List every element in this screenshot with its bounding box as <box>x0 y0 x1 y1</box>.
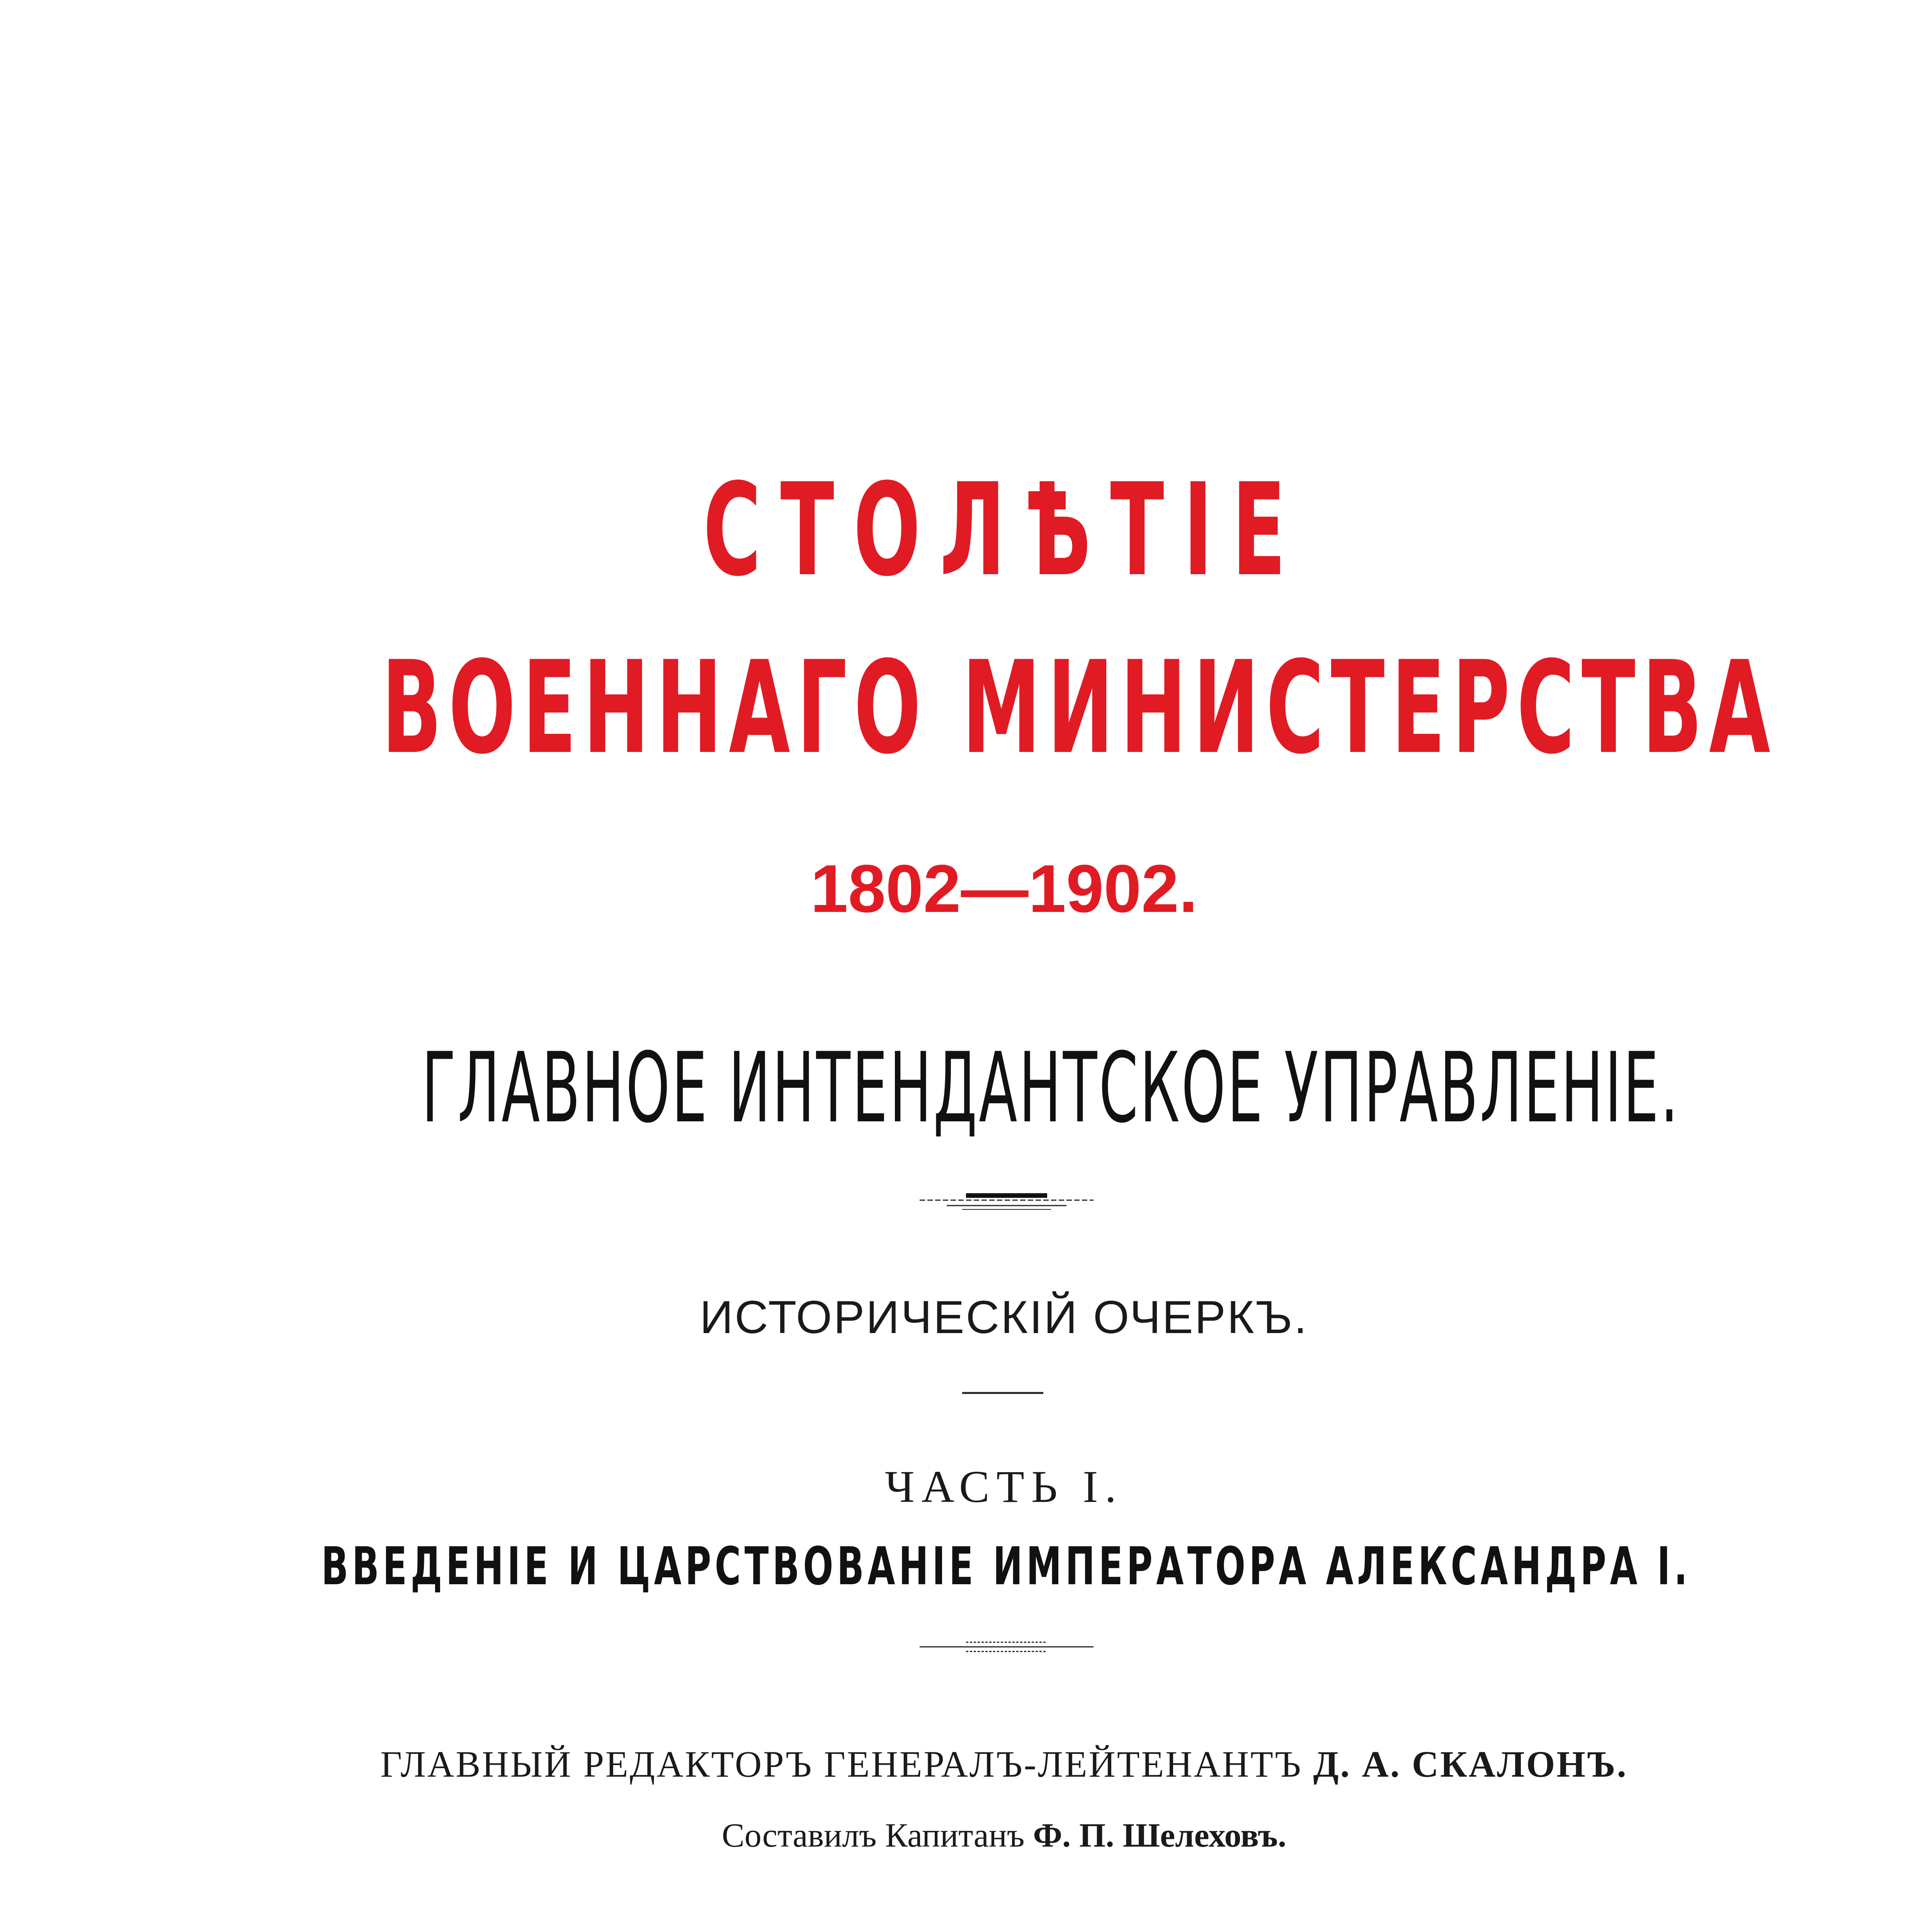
editor-line <box>0 1743 1932 1786</box>
title-line-2: ВОЕННАГО МИНИСТЕРСТВА <box>381 634 1777 782</box>
editor-prefix: ГЛАВНЫЙ РЕДАКТОРЪ ГЕНЕРАЛЪ-ЛЕЙТЕНАНТЪ <box>380 1743 1303 1785</box>
title-years: 1802—1902. <box>810 851 1198 927</box>
title-line-1: СТОЛѢТІЕ <box>703 456 1305 604</box>
compiler-prefix: Составилъ Капитанъ <box>722 1817 1025 1854</box>
ornament-divider-2 <box>920 1638 1094 1658</box>
subtitle: ГЛАВНОЕ ИНТЕНДАНТСКОЕ УПРАВЛЕНІЕ. <box>422 1032 1680 1144</box>
short-rule <box>962 1391 1043 1395</box>
compiler-name: Ф. П. Шелеховъ. <box>1033 1817 1286 1854</box>
part-title: ВВЕДЕНІЕ И ЦАРСТВОВАНІЕ ИМПЕРАТОРА АЛЕКСАНДРА I. <box>321 1536 1691 1597</box>
ornament-divider-1 <box>920 1190 1094 1213</box>
editor-name: Д. А. СКАЛОНЪ. <box>1313 1743 1628 1785</box>
compiler-line <box>0 1816 1932 1855</box>
part-label: ЧАСТЬ I. <box>885 1461 1123 1512</box>
essay-label: ИСТОРИЧЕСКІЙ ОЧЕРКЪ. <box>700 1291 1308 1343</box>
